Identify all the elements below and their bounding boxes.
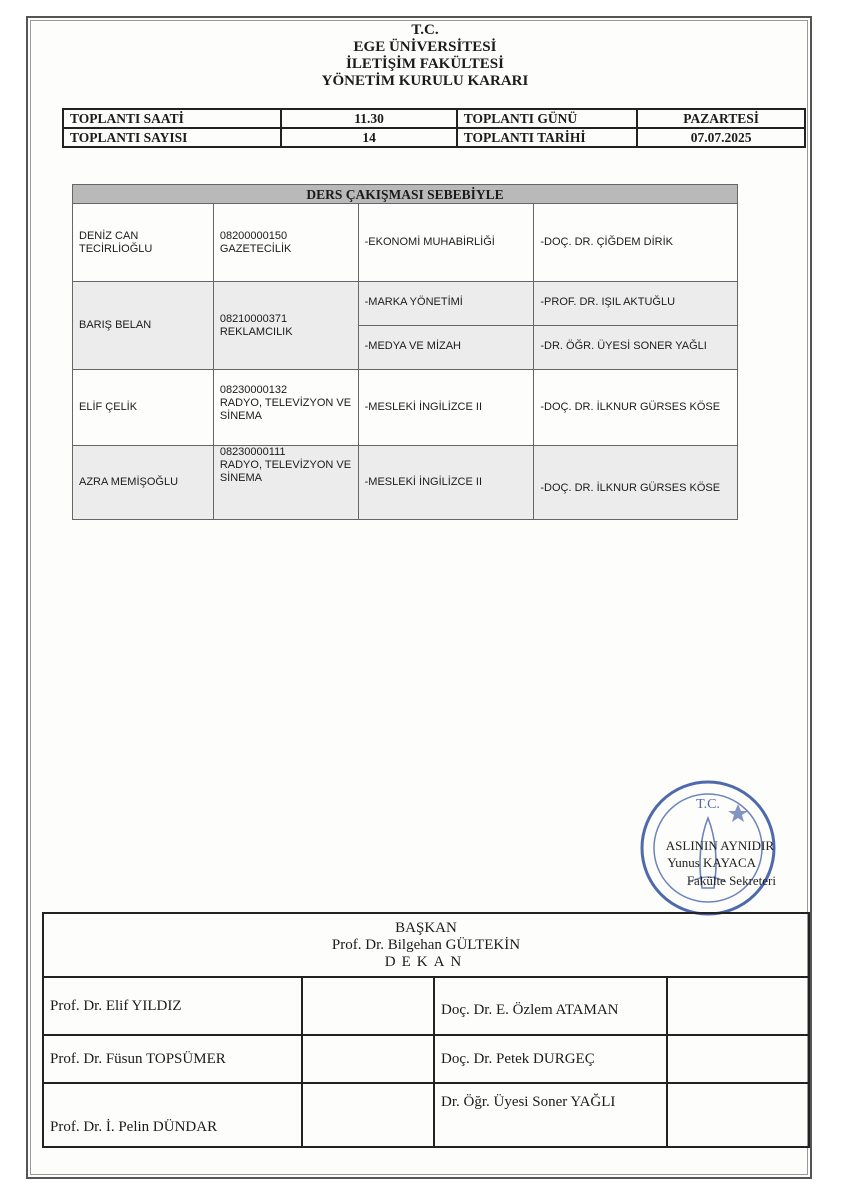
student-info bbox=[213, 370, 358, 446]
meeting-time-label: TOPLANTI SAATİ bbox=[63, 109, 281, 128]
student-name: AZRA MEMİŞOĞLU bbox=[73, 446, 214, 520]
student-number: 08200000150 bbox=[219, 229, 288, 242]
table-row bbox=[73, 446, 738, 520]
course-name: -MEDYA VE MİZAH bbox=[358, 326, 534, 370]
header-decision-title: YÖNETİM KURULU KARARI bbox=[321, 73, 529, 89]
signature-table bbox=[42, 912, 810, 1148]
member-name: Doç. Dr. E. Özlem ATAMAN bbox=[434, 977, 667, 1035]
header-faculty: İLETİŞİM FAKÜLTESİ bbox=[346, 56, 504, 72]
header-university: EGE ÜNİVERSİTESİ bbox=[353, 39, 497, 55]
student-program: RADYO, TELEVİZYON VE SİNEMA bbox=[219, 459, 352, 484]
student-info bbox=[213, 204, 358, 282]
student-number: 08230000132 bbox=[219, 384, 288, 396]
student-number: 08230000111 bbox=[219, 446, 286, 458]
secretary-name: Yunus KAYACA bbox=[667, 855, 756, 870]
instructor-name: -DR. ÖĞR. ÜYESİ SONER YAĞLI bbox=[534, 326, 738, 370]
secretary-title: Fakülte Sekreteri bbox=[686, 873, 776, 888]
meeting-time-value: 11.30 bbox=[281, 109, 456, 128]
table-title: DERS ÇAKIŞMASI SEBEBİYLE bbox=[73, 185, 738, 204]
meeting-info-table bbox=[62, 108, 806, 148]
student-name: BARIŞ BELAN bbox=[73, 282, 214, 370]
course-conflict-table bbox=[72, 184, 738, 520]
table-row bbox=[73, 204, 738, 282]
student-info bbox=[213, 446, 358, 520]
course-name: -MESLEKİ İNGİLİZCE II bbox=[358, 370, 534, 446]
signature-box bbox=[667, 1083, 809, 1147]
instructor-name: -DOÇ. DR. İLKNUR GÜRSES KÖSE bbox=[534, 446, 738, 520]
chair-role: DEKAN bbox=[384, 953, 468, 970]
meeting-date-value: 07.07.2025 bbox=[637, 128, 805, 147]
instructor-name: -DOÇ. DR. ÇİĞDEM DİRİK bbox=[534, 204, 738, 282]
table-row bbox=[73, 282, 738, 326]
table-row bbox=[73, 370, 738, 446]
member-name: Dr. Öğr. Üyesi Soner YAĞLI bbox=[434, 1083, 667, 1147]
course-name: -MESLEKİ İNGİLİZCE II bbox=[358, 446, 534, 520]
chair-title: BAŞKAN bbox=[395, 919, 457, 936]
course-name: -EKONOMİ MUHABİRLİĞİ bbox=[358, 204, 534, 282]
signature-box bbox=[302, 1035, 434, 1083]
signature-box bbox=[667, 977, 809, 1035]
header-tc: T.C. bbox=[411, 22, 439, 38]
student-program: REKLAMCILIK bbox=[219, 325, 293, 338]
certified-copy-text: ASLININ AYNIDIR bbox=[665, 838, 774, 853]
signature-box bbox=[667, 1035, 809, 1083]
student-program: GAZETECİLİK bbox=[219, 242, 292, 255]
member-name: Prof. Dr. Füsun TOPSÜMER bbox=[43, 1035, 302, 1083]
instructor-name: -DOÇ. DR. İLKNUR GÜRSES KÖSE bbox=[534, 370, 738, 446]
meeting-day-label: TOPLANTI GÜNÜ bbox=[457, 109, 638, 128]
document-header bbox=[0, 22, 850, 90]
course-name: -MARKA YÖNETİMİ bbox=[358, 282, 534, 326]
meeting-day-value: PAZARTESİ bbox=[637, 109, 805, 128]
student-name: DENİZ CAN TECİRLİOĞLU bbox=[73, 204, 214, 282]
student-info bbox=[213, 282, 358, 370]
meeting-date-label: TOPLANTI TARİHİ bbox=[457, 128, 638, 147]
instructor-name: -PROF. DR. IŞIL AKTUĞLU bbox=[534, 282, 738, 326]
member-name: Doç. Dr. Petek DURGEÇ bbox=[434, 1035, 667, 1083]
signature-box bbox=[302, 977, 434, 1035]
student-program: RADYO, TELEVİZYON VE SİNEMA bbox=[219, 397, 352, 422]
chair-cell bbox=[43, 913, 809, 977]
chair-name: Prof. Dr. Bilgehan GÜLTEKİN bbox=[331, 936, 521, 953]
member-name: Prof. Dr. Elif YILDIZ bbox=[43, 977, 302, 1035]
member-name: Prof. Dr. İ. Pelin DÜNDAR bbox=[43, 1083, 302, 1147]
student-name: ELİF ÇELİK bbox=[73, 370, 214, 446]
student-number: 08210000371 bbox=[219, 312, 288, 325]
meeting-number-label: TOPLANTI SAYISI bbox=[63, 128, 281, 147]
signature-box bbox=[302, 1083, 434, 1147]
meeting-number-value: 14 bbox=[281, 128, 456, 147]
seal-text: T.C. bbox=[696, 797, 720, 812]
